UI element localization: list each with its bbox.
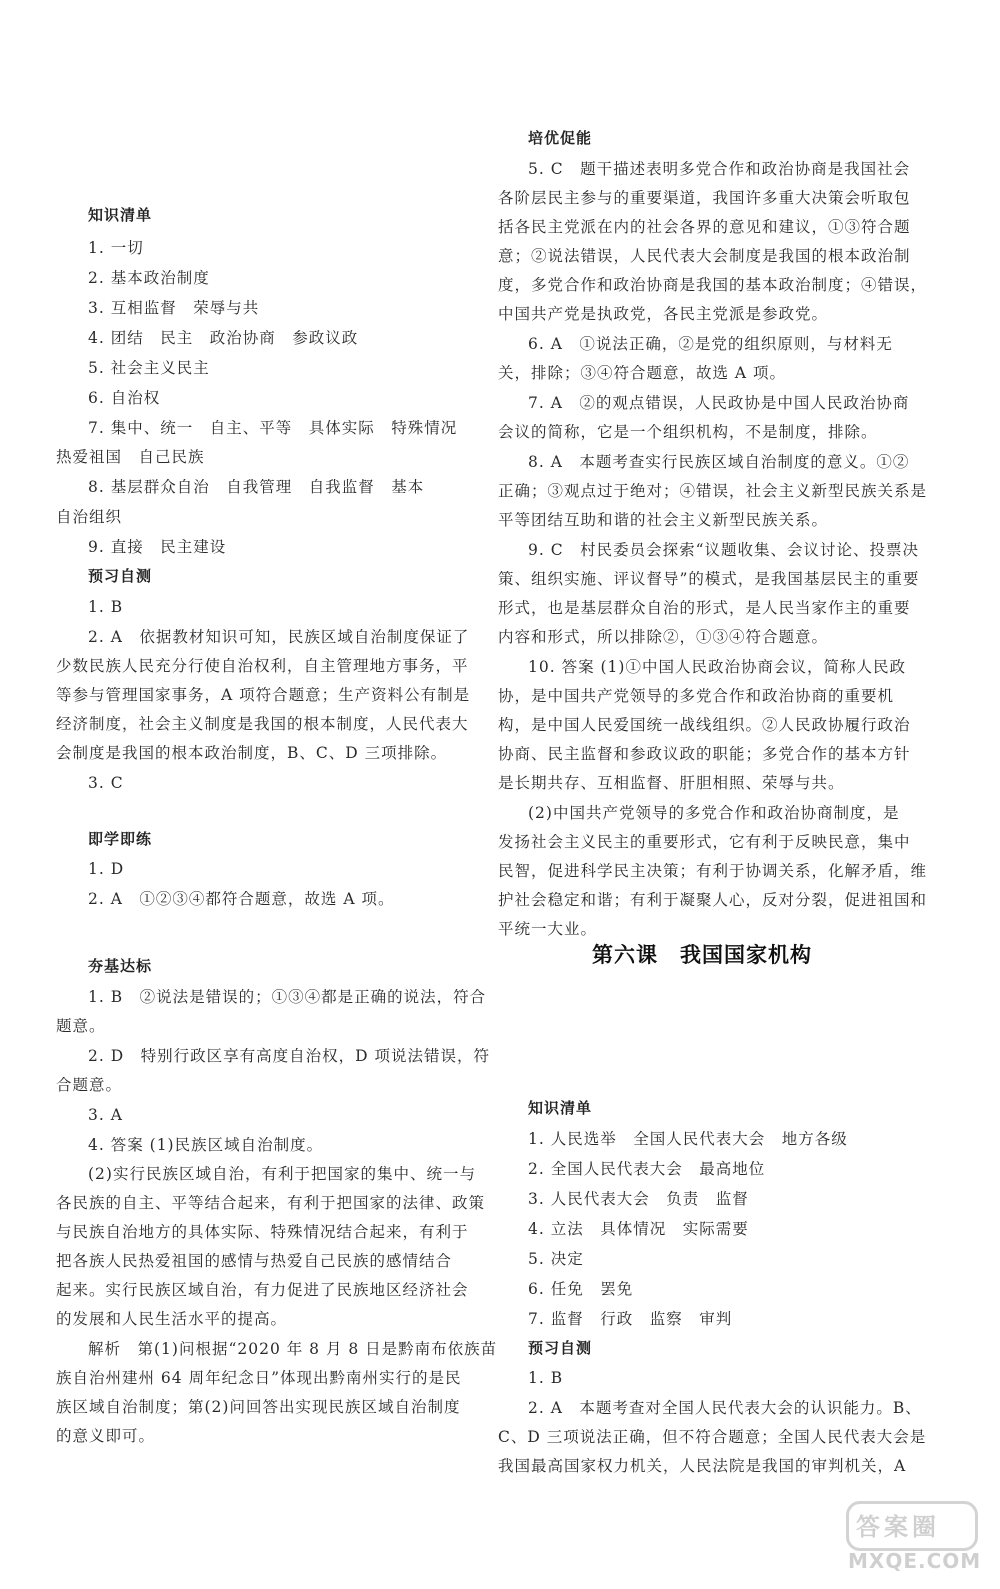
right-text-line: (2)中国共产党领导的多党合作和政治协商制度，是 bbox=[528, 804, 900, 822]
left-text-line: (2)实行民族区域自治，有利于把国家的集中、统一与 bbox=[88, 1165, 476, 1183]
left-text-line: 3. 互相监督 荣辱与共 bbox=[88, 299, 260, 317]
lesson-title: 第六课 我国国家机构 bbox=[592, 943, 812, 967]
left-text-line: 2. D 特别行政区享有高度自治权，D 项说法错误，符 bbox=[88, 1047, 490, 1065]
left-text-line: 3. A bbox=[88, 1106, 123, 1124]
left-text-line: 解析 第(1)问根据“2020 年 8 月 8 日是黔南布依族苗 bbox=[88, 1340, 498, 1358]
left-text-line: 4. 答案 (1)民族区域自治制度。 bbox=[88, 1136, 324, 1154]
left-text-line: 6. 自治权 bbox=[88, 389, 161, 407]
left-text-line: 合题意。 bbox=[56, 1076, 123, 1094]
left-text-line: 8. 基层群众自治 自我管理 自我监督 基本 bbox=[88, 478, 425, 496]
right-text-line: 度，多党合作和政治协商是我国的基本政治制度；④错误， bbox=[498, 276, 928, 294]
right-text-line: 中国共产党是执政党，各民主党派是参政党。 bbox=[498, 305, 829, 323]
left-section-heading: 预习自测 bbox=[88, 567, 153, 585]
watermark-logo bbox=[842, 1499, 982, 1577]
left-text-line: 1. 一切 bbox=[88, 239, 144, 257]
right-text-line: 5. C 题干描述表明多党合作和政治协商是我国社会 bbox=[528, 160, 911, 178]
right-text-line: 平等团结互助和谐的社会主义新型民族关系。 bbox=[498, 511, 829, 529]
right-text-line: 护社会稳定和谐；有利于凝聚人心，反对分裂，促进祖国和 bbox=[498, 891, 928, 909]
left-text-line: 少数民族人民充分行使自治权利，自主管理地方事务，平 bbox=[56, 657, 469, 675]
right-text-line: C、D 三项说法正确，但不符合题意；全国人民代表大会是 bbox=[498, 1428, 927, 1446]
left-text-line: 等参与管理国家事务，A 项符合题意；生产资料公有制是 bbox=[56, 686, 471, 704]
right-text-line: 1. B bbox=[528, 1369, 564, 1387]
left-section-heading: 即学即练 bbox=[88, 830, 153, 848]
left-text-line: 7. 集中、统一 自主、平等 具体实际 特殊情况 bbox=[88, 419, 458, 437]
left-text-line: 的发展和人民生活水平的提高。 bbox=[56, 1310, 288, 1328]
right-text-line: 2. 全国人民代表大会 最高地位 bbox=[528, 1160, 766, 1178]
left-text-line: 4. 团结 民主 政治协商 参政议政 bbox=[88, 329, 359, 347]
right-text-line: 是长期共存、互相监督、肝胆相照、荣辱与共。 bbox=[498, 774, 845, 792]
right-text-line: 协，是中国共产党领导的多党合作和政治协商的重要机 bbox=[498, 687, 895, 705]
right-text-line: 各阶层民主参与的重要渠道，我国许多重大决策会听取包 bbox=[498, 189, 911, 207]
right-text-line: 会议的简称，它是一个组织机构，不是制度，排除。 bbox=[498, 423, 878, 441]
right-section-heading: 知识清单 bbox=[528, 1099, 593, 1117]
right-text-line: 民智，促进科学民主决策；有利于协调关系，化解矛盾，维 bbox=[498, 862, 928, 880]
left-text-line: 起来。实行民族区域自治，有力促进了民族地区经济社会 bbox=[56, 1281, 469, 1299]
left-text-line: 会制度是我国的根本政治制度，B、C、D 三项排除。 bbox=[56, 744, 448, 762]
right-text-line: 形式，也是基层群众自治的形式，是人民当家作主的重要 bbox=[498, 599, 911, 617]
right-text-line: 正确；③观点过于绝对；④错误，社会主义新型民族关系是 bbox=[498, 482, 928, 500]
right-text-line: 关，排除；③④符合题意，故选 A 项。 bbox=[498, 364, 787, 382]
right-text-line: 8. A 本题考查实行民族区域自治制度的意义。①② bbox=[528, 453, 910, 471]
left-text-line: 1. B bbox=[88, 598, 124, 616]
left-text-line: 2. 基本政治制度 bbox=[88, 269, 210, 287]
right-text-line: 我国最高国家权力机关，人民法院是我国的审判机关，A bbox=[498, 1457, 907, 1475]
right-text-line: 内容和形式，所以排除②，①③④符合题意。 bbox=[498, 628, 829, 646]
right-text-line: 6. 任免 罢免 bbox=[528, 1280, 634, 1298]
left-section-heading: 夯基达标 bbox=[88, 957, 153, 975]
right-text-line: 7. 监督 行政 监察 审判 bbox=[528, 1310, 733, 1328]
watermark-badge-text: 答案圈 bbox=[856, 1513, 940, 1541]
watermark-site-text: MXQE.COM bbox=[848, 1549, 982, 1573]
left-text-line: 把各族人民热爱祖国的感情与热爱自己民族的感情结合 bbox=[56, 1252, 453, 1270]
left-text-line: 与民族自治地方的具体实际、特殊情况结合起来，有利于 bbox=[56, 1223, 469, 1241]
right-section-heading: 预习自测 bbox=[528, 1339, 593, 1357]
left-text-line: 题意。 bbox=[56, 1017, 106, 1035]
right-text-line: 7. A ②的观点错误，人民政协是中国人民政治协商 bbox=[528, 394, 910, 412]
left-text-line: 9. 直接 民主建设 bbox=[88, 538, 227, 556]
right-text-line: 策、组织实施、评议督导”的模式，是我国基层民主的重要 bbox=[498, 570, 920, 588]
right-text-line: 发扬社会主义民主的重要形式，它有利于反映民意，集中 bbox=[498, 833, 911, 851]
left-text-line: 1. B ②说法是错误的；①③④都是正确的说法，符合 bbox=[88, 988, 487, 1006]
right-text-line: 平统一大业。 bbox=[498, 920, 598, 938]
left-text-line: 经济制度，社会主义制度是我国的根本制度，人民代表大 bbox=[56, 715, 469, 733]
right-section-heading: 培优促能 bbox=[528, 129, 593, 147]
right-text-line: 2. A 本题考查对全国人民代表大会的认识能力。B、 bbox=[528, 1399, 922, 1417]
right-text-line: 协商、民主监督和参政议政的职能；多党合作的基本方针 bbox=[498, 745, 911, 763]
right-text-line: 意；②说法错误，人民代表大会制度是我国的根本政治制 bbox=[498, 247, 911, 265]
right-text-line: 构，是中国人民爱国统一战线组织。②人民政协履行政治 bbox=[498, 716, 911, 734]
left-text-line: 5. 社会主义民主 bbox=[88, 359, 210, 377]
right-text-line: 5. 决定 bbox=[528, 1250, 584, 1268]
left-text-line: 2. A ①②③④都符合题意，故选 A 项。 bbox=[88, 890, 395, 908]
right-text-line: 10. 答案 (1)①中国人民政治协商会议，简称人民政 bbox=[528, 658, 906, 676]
left-text-line: 各民族的自主、平等结合起来，有利于把国家的法律、政策 bbox=[56, 1194, 486, 1212]
right-text-line: 9. C 村民委员会探索“议题收集、会议讨论、投票决 bbox=[528, 541, 920, 559]
left-text-line: 热爱祖国 自己民族 bbox=[56, 448, 205, 466]
right-text-line: 3. 人民代表大会 负责 监督 bbox=[528, 1190, 749, 1208]
right-text-line: 1. 人民选举 全国人民代表大会 地方各级 bbox=[528, 1130, 848, 1148]
right-text-line: 括各民主党派在内的社会各界的意见和建议，①③符合题 bbox=[498, 218, 911, 236]
right-text-line: 4. 立法 具体情况 实际需要 bbox=[528, 1220, 749, 1238]
left-text-line: 族区域自治制度；第(2)问回答出实现民族区域自治制度 bbox=[56, 1398, 461, 1416]
left-text-line: 2. A 依据教材知识可知，民族区域自治制度保证了 bbox=[88, 628, 470, 646]
left-text-line: 1. D bbox=[88, 860, 125, 878]
right-text-line: 6. A ①说法正确，②是党的组织原则，与材料无 bbox=[528, 335, 893, 353]
left-text-line: 3. C bbox=[88, 774, 124, 792]
left-text-line: 族自治州建州 64 周年纪念日”体现出黔南州实行的是民 bbox=[56, 1369, 462, 1387]
left-section-heading: 知识清单 bbox=[88, 206, 153, 224]
left-text-line: 自治组织 bbox=[56, 508, 123, 526]
left-text-line: 的意义即可。 bbox=[56, 1427, 156, 1445]
